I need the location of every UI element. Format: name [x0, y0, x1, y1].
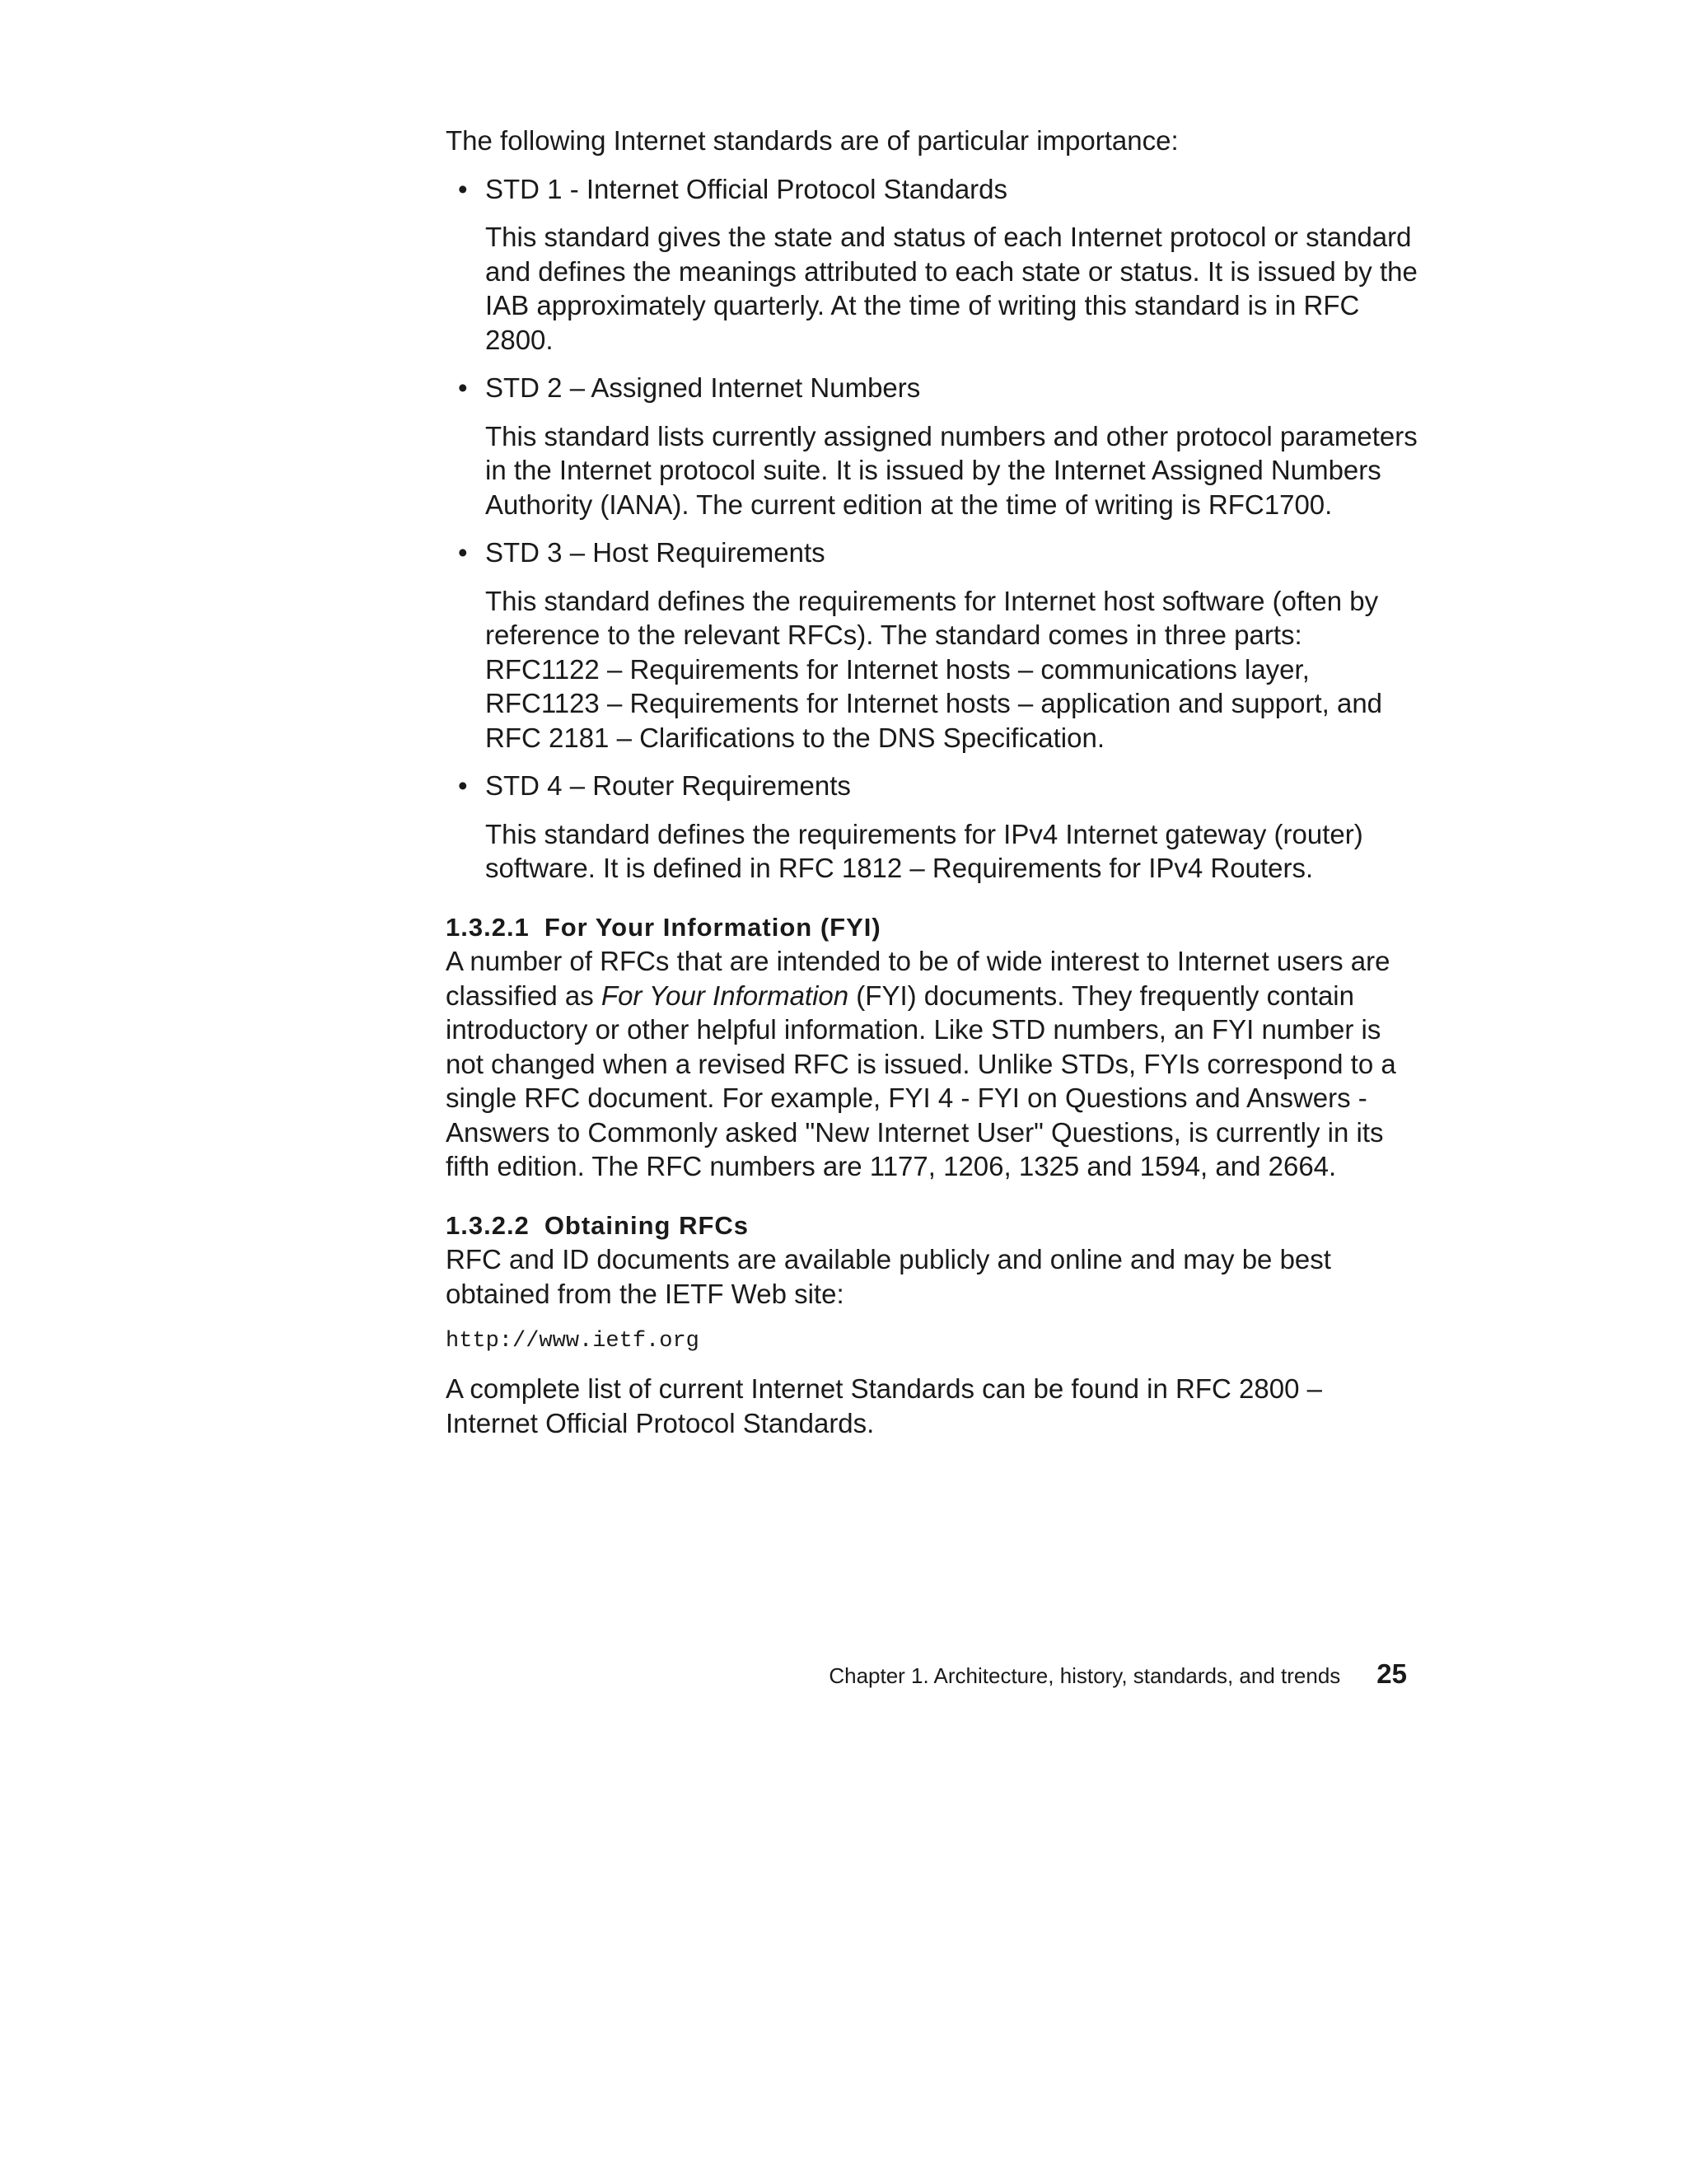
- standards-list: [446, 172, 1418, 886]
- bullet-icon: •: [458, 372, 468, 403]
- list-item-std1: [446, 172, 1418, 358]
- bullet-icon: •: [458, 173, 468, 204]
- list-item-title: STD 2 – Assigned Internet Numbers: [485, 372, 921, 403]
- fyi-text-end: (FYI) documents. They frequently contain introductory or other helpful information. Like STD numbers, an FYI number is not changed when a revised RFC is issued. Unlike STDs, FYIs correspond to a single RFC document. For example, FYI 4 - FYI on Questions and Answers - Answers to Commonly asked "New Internet User" Questions, is currently in its fifth edition. The RFC numbers are 1177, 1206, 1325 and 1594, and 2664.: [446, 980, 1396, 1181]
- page-number: 25: [1376, 1658, 1407, 1689]
- fyi-text-start: A number of RFCs that are intended to be of wide interest to Internet users are classified as: [446, 946, 1390, 1011]
- page-content: [446, 124, 1418, 1440]
- obtaining-paragraph: RFC and ID documents are available publicly and online and may be best obtained from the IETF Web site:: [446, 1244, 1331, 1309]
- section-number: 1.3.2.1: [446, 912, 530, 942]
- fyi-paragraph: [446, 944, 1418, 1184]
- closing-paragraph: A complete list of current Internet Standards can be found in RFC 2800 – Internet Official Protocol Standards.: [446, 1373, 1322, 1438]
- ietf-url: http://www.ietf.org: [446, 1329, 699, 1354]
- section-title: Obtaining RFCs: [544, 1210, 750, 1240]
- list-item-body: This standard defines the requirements for IPv4 Internet gateway (router) software. It is defined in RFC 1812 – Requirements for IPv4 Routers.: [485, 818, 1363, 883]
- page-footer: [829, 1658, 1407, 1690]
- list-item-title: STD 1 - Internet Official Protocol Standards: [485, 173, 1008, 204]
- bullet-icon: •: [458, 537, 468, 568]
- list-item-std3: [446, 535, 1418, 755]
- section-heading-fyi: [446, 910, 1418, 945]
- list-item-body: This standard lists currently assigned numbers and other protocol parameters in the Internet protocol suite. It is issued by the Internet Assigned Numbers Authority (IANA). The current edition at the time of writing is RFC1700.: [485, 420, 1418, 520]
- list-item-body: This standard gives the state and status of each Internet protocol or standard and defines the meanings attributed to each state or status. It is issued by the IAB approximately quarterly. At the time of writing this standard is in RFC 2800.: [485, 222, 1418, 355]
- footer-chapter-title: Chapter 1. Architecture, history, standards, and trends: [829, 1663, 1341, 1688]
- list-item-body: This standard defines the requirements for Internet host software (often by reference to the relevant RFCs). The standard comes in three parts: RFC1122 – Requirements for Internet hosts – communications layer, RFC1123 – Requirements for Internet hosts – application and support, and RFC 2181 – Clarifications to the DNS Specification.: [485, 585, 1383, 753]
- section-heading-obtaining: [446, 1209, 1418, 1243]
- fyi-emphasis: For Your Information: [600, 980, 849, 1011]
- list-item-std2: [446, 371, 1418, 521]
- bullet-icon: •: [458, 770, 468, 801]
- list-item-title: STD 3 – Host Requirements: [485, 537, 825, 568]
- section-title: For Your Information (FYI): [544, 912, 881, 942]
- list-item-std4: [446, 769, 1418, 886]
- intro-paragraph: The following Internet standards are of particular importance:: [446, 125, 1179, 156]
- list-item-title: STD 4 – Router Requirements: [485, 770, 851, 801]
- section-number: 1.3.2.2: [446, 1210, 530, 1240]
